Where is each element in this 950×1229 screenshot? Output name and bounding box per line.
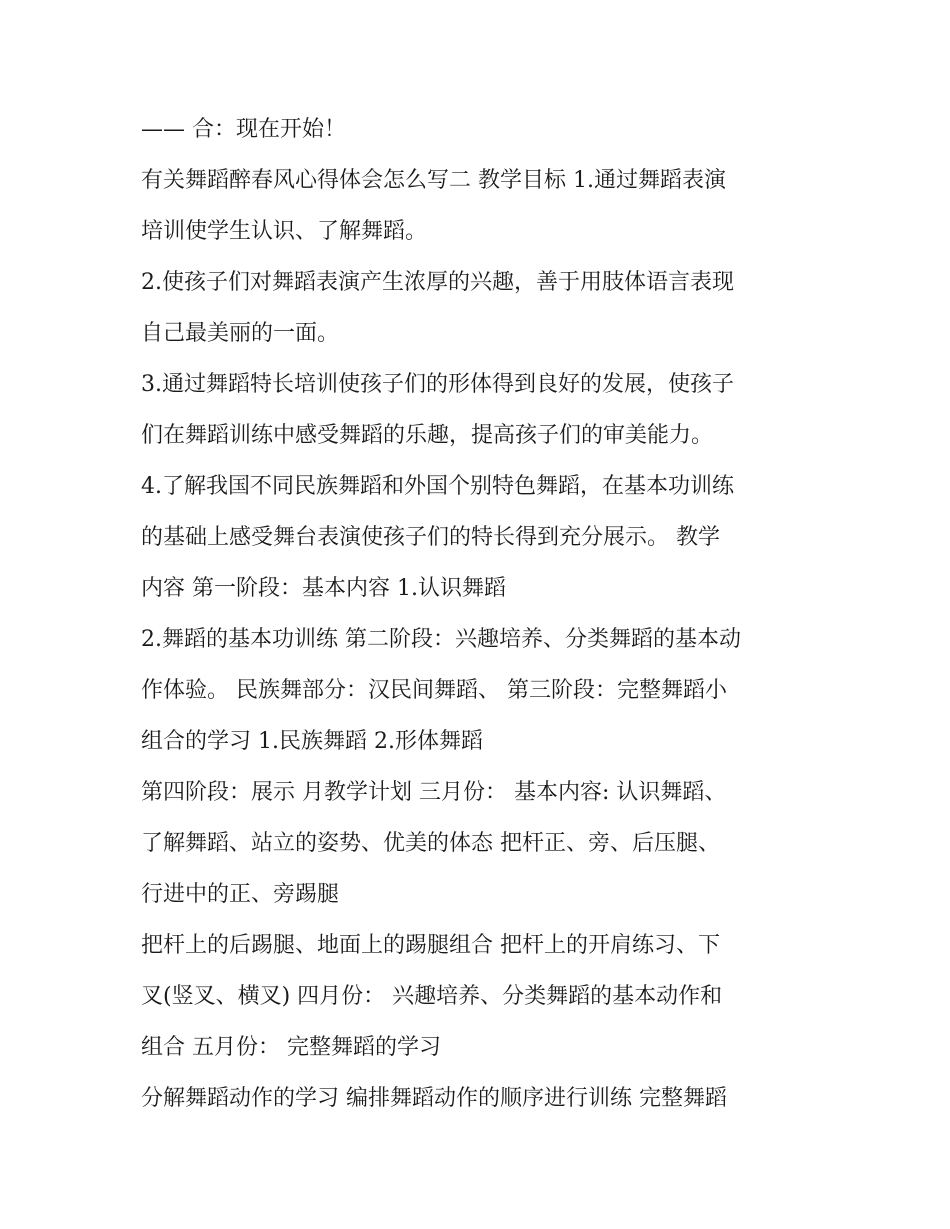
text-line: 把杆上的后踢腿、地面上的踢腿组合 把杆上的开肩练习、下 [141,933,720,958]
text-line: 培训使学生认识、了解舞蹈。 [141,219,428,244]
text-line: 了解舞蹈、站立的姿势、优美的体态 把杆正、旁、后压腿、 [141,831,720,856]
text-line: 自己最美丽的一面。 [141,321,340,346]
text-line: 们在舞蹈训练中感受舞蹈的乐趣，提高孩子们的审美能力。 [141,423,714,448]
text-line: 2.舞蹈的基本功训练 第二阶段：兴趣培养、分类舞蹈的基本动 [141,627,741,652]
text-line: 分解舞蹈动作的学习 编排舞蹈动作的顺序进行训练 完整舞蹈 [141,1086,727,1111]
text-line: —— 合：现在开始！ [141,117,346,142]
text-line: 4.了解我国不同民族舞蹈和外国个别特色舞蹈，在基本功训练 [141,474,734,499]
text-line: 作体验。 民族舞部分：汉民间舞蹈、 第三阶段：完整舞蹈小 [141,678,727,703]
document-page [141,104,821,1124]
text-line: 组合的学习 1.民族舞蹈 2.形体舞蹈 [141,729,483,754]
text-line: 2.使孩子们对舞蹈表演产生浓厚的兴趣，善于用肢体语言表现 [141,270,734,295]
text-line: 内容 第一阶段：基本内容 1.认识舞蹈 [141,576,506,601]
text-line: 有关舞蹈醉春风心得体会怎么写二 教学目标 1.通过舞蹈表演 [141,168,726,193]
text-line: 的基础上感受舞台表演使孩子们的特长得到充分展示。 教学 [141,525,720,550]
text-line: 叉(竖叉、横叉) 四月份： 兴趣培养、分类舞蹈的基本动作和 [141,984,723,1009]
text-line: 3.通过舞蹈特长培训使孩子们的形体得到良好的发展，使孩子 [141,372,734,397]
text-line: 第四阶段：展示 月教学计划 三月份： 基本内容: 认识舞蹈、 [141,780,727,805]
text-line: 行进中的正、旁踢腿 [141,882,340,907]
text-line: 组合 五月份： 完整舞蹈的学习 [141,1035,441,1060]
